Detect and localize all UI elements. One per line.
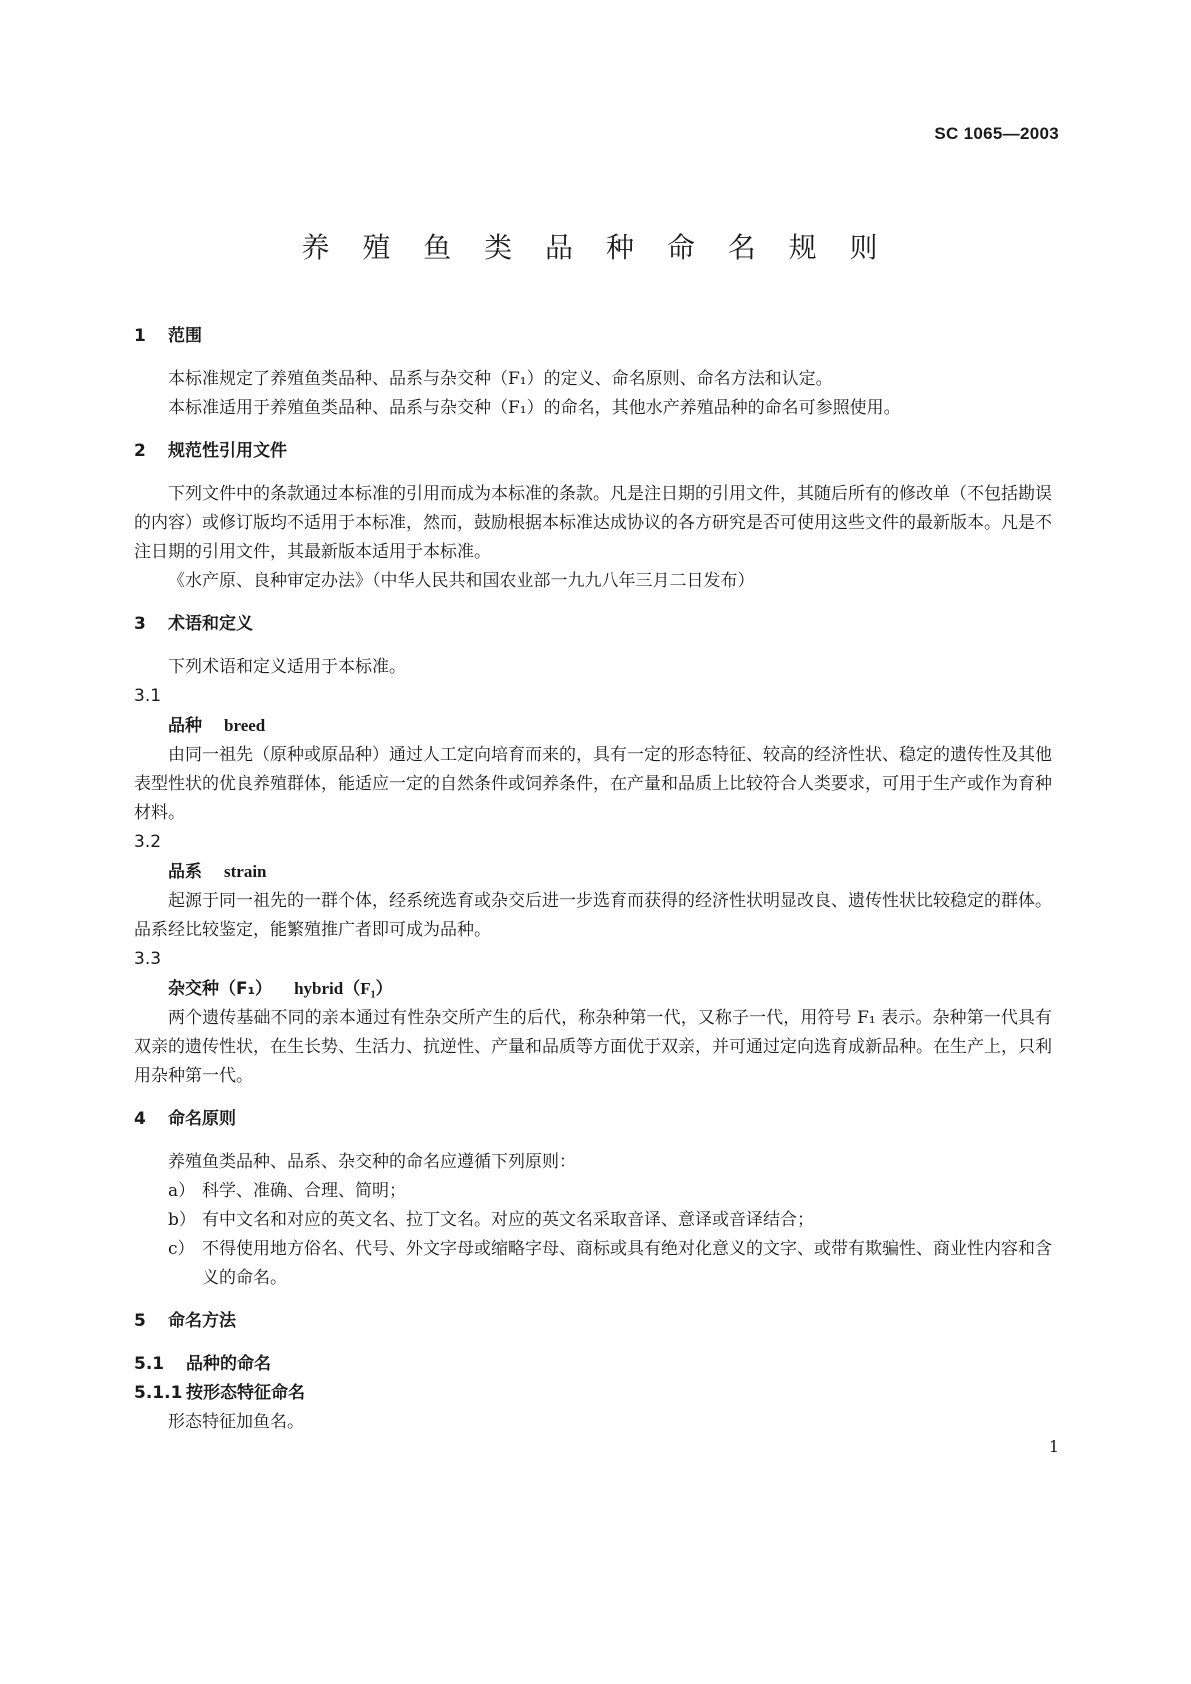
term-line <box>134 711 1052 741</box>
list-text: 有中文名和对应的英文名、拉丁文名。对应的英文名采取音译、意译或音译结合； <box>202 1210 814 1230</box>
section-heading-4 <box>134 1105 1052 1134</box>
paragraph: 下列术语和定义适用于本标准。 <box>168 657 406 677</box>
subsection-title: 按形态特征命名 <box>186 1383 305 1403</box>
term-en: strain <box>224 862 267 881</box>
section-number: 4 <box>134 1109 146 1129</box>
paragraph: 下列文件中的条款通过本标准的引用而成为本标准的条款。凡是注日期的引用文件，其随后所有的修改单（不包括勘误的内容）或修订版均不适用于本标准，然而，鼓励根据本标准达成协议的各方研究是否可使用这些文件的最新版本。凡是不注日期的引用文件，其最新版本适用于本标准。 <box>134 484 1052 562</box>
section-heading-3 <box>134 610 1052 639</box>
list-text: 不得使用地方俗名、代号、外文字母或缩略字母、商标或具有绝对化意义的文字、或带有欺骗性、商业性内容和含义的命名。 <box>202 1239 1052 1288</box>
term-line <box>134 974 1052 1004</box>
subsection-number: 5.1 <box>134 1354 165 1374</box>
term-definition: 起源于同一祖先的一群个体，经系统选育或杂交后进一步选育而获得的经济性状明显改良、遗传性状比较稳定的群体。品系经比较鉴定，能繁殖推广者即可成为品种。 <box>134 891 1052 940</box>
page-number: 1 <box>1048 1437 1059 1456</box>
list-marker: c） <box>168 1239 195 1259</box>
paragraph: 养殖鱼类品种、品系、杂交种的命名应遵循下列原则： <box>168 1152 576 1172</box>
term-number: 3.3 <box>134 949 162 969</box>
paragraph: 《水产原、良种审定办法》（中华人民共和国农业部一九九八年三月二日发布） <box>168 571 755 591</box>
section-number: 1 <box>134 326 146 346</box>
section-number: 2 <box>134 441 146 461</box>
standard-code: SC 1065—2003 <box>934 124 1059 143</box>
subsection-title: 品种的命名 <box>186 1354 271 1374</box>
section-heading-1 <box>134 322 1052 351</box>
term-definition: 由同一祖先（原种或原品种）通过人工定向培育而来的，具有一定的形态特征、较高的经济性状、稳定的遗传性及其他表型性状的优良养殖群体，能适应一定的自然条件或饲养条件，在产量和品质上比较符合人类要求，可用于生产或作为育种材料。 <box>134 745 1052 823</box>
list-marker: a） <box>168 1181 196 1201</box>
list-marker: b） <box>168 1210 196 1230</box>
subsection-number: 5.1.1 <box>134 1383 183 1403</box>
term-en: hybrid（F₁） <box>294 979 393 998</box>
list-item <box>134 1235 1052 1293</box>
term-en: breed <box>224 716 266 735</box>
section-number: 5 <box>134 1311 146 1331</box>
paragraph: 本标准适用于养殖鱼类品种、品系与杂交种（F₁）的命名，其他水产养殖品种的命名可参照使用。 <box>168 398 901 418</box>
paragraph: 本标准规定了养殖鱼类品种、品系与杂交种（F₁）的定义、命名原则、命名方法和认定。 <box>168 369 833 389</box>
section-heading-5 <box>134 1307 1052 1336</box>
section-title: 命名原则 <box>168 1109 236 1129</box>
paragraph: 形态特征加鱼名。 <box>168 1412 304 1432</box>
subsection-heading-5-1-1 <box>134 1379 1052 1408</box>
list-text: 科学、准确、合理、简明； <box>202 1181 406 1201</box>
list-item <box>134 1177 1052 1206</box>
document-body <box>134 322 1052 1437</box>
term-line <box>134 857 1052 887</box>
section-title: 命名方法 <box>168 1311 236 1331</box>
term-number: 3.1 <box>134 686 162 706</box>
section-number: 3 <box>134 614 146 634</box>
section-title: 规范性引用文件 <box>168 441 287 461</box>
term-cn: 品种 <box>168 716 202 736</box>
term-cn: 品系 <box>168 862 202 882</box>
subsection-heading-5-1 <box>134 1350 1052 1379</box>
section-title: 范围 <box>168 326 202 346</box>
term-number: 3.2 <box>134 832 162 852</box>
section-heading-2 <box>134 437 1052 466</box>
list-item <box>134 1206 1052 1235</box>
term-definition: 两个遗传基础不同的亲本通过有性杂交所产生的后代，称杂种第一代，又称子一代，用符号 F₁ 表示。杂种第一代具有双亲的遗传性状，在生长势、生活力、抗逆性、产量和品质等方面优于双亲，并可通过定向选育成新品种。在生产上，只利用杂种第一代。 <box>134 1008 1052 1086</box>
term-cn: 杂交种（F₁） <box>168 979 273 999</box>
document-title: 养 殖 鱼 类 品 种 命 名 规 则 <box>301 231 890 264</box>
section-title: 术语和定义 <box>168 614 253 634</box>
